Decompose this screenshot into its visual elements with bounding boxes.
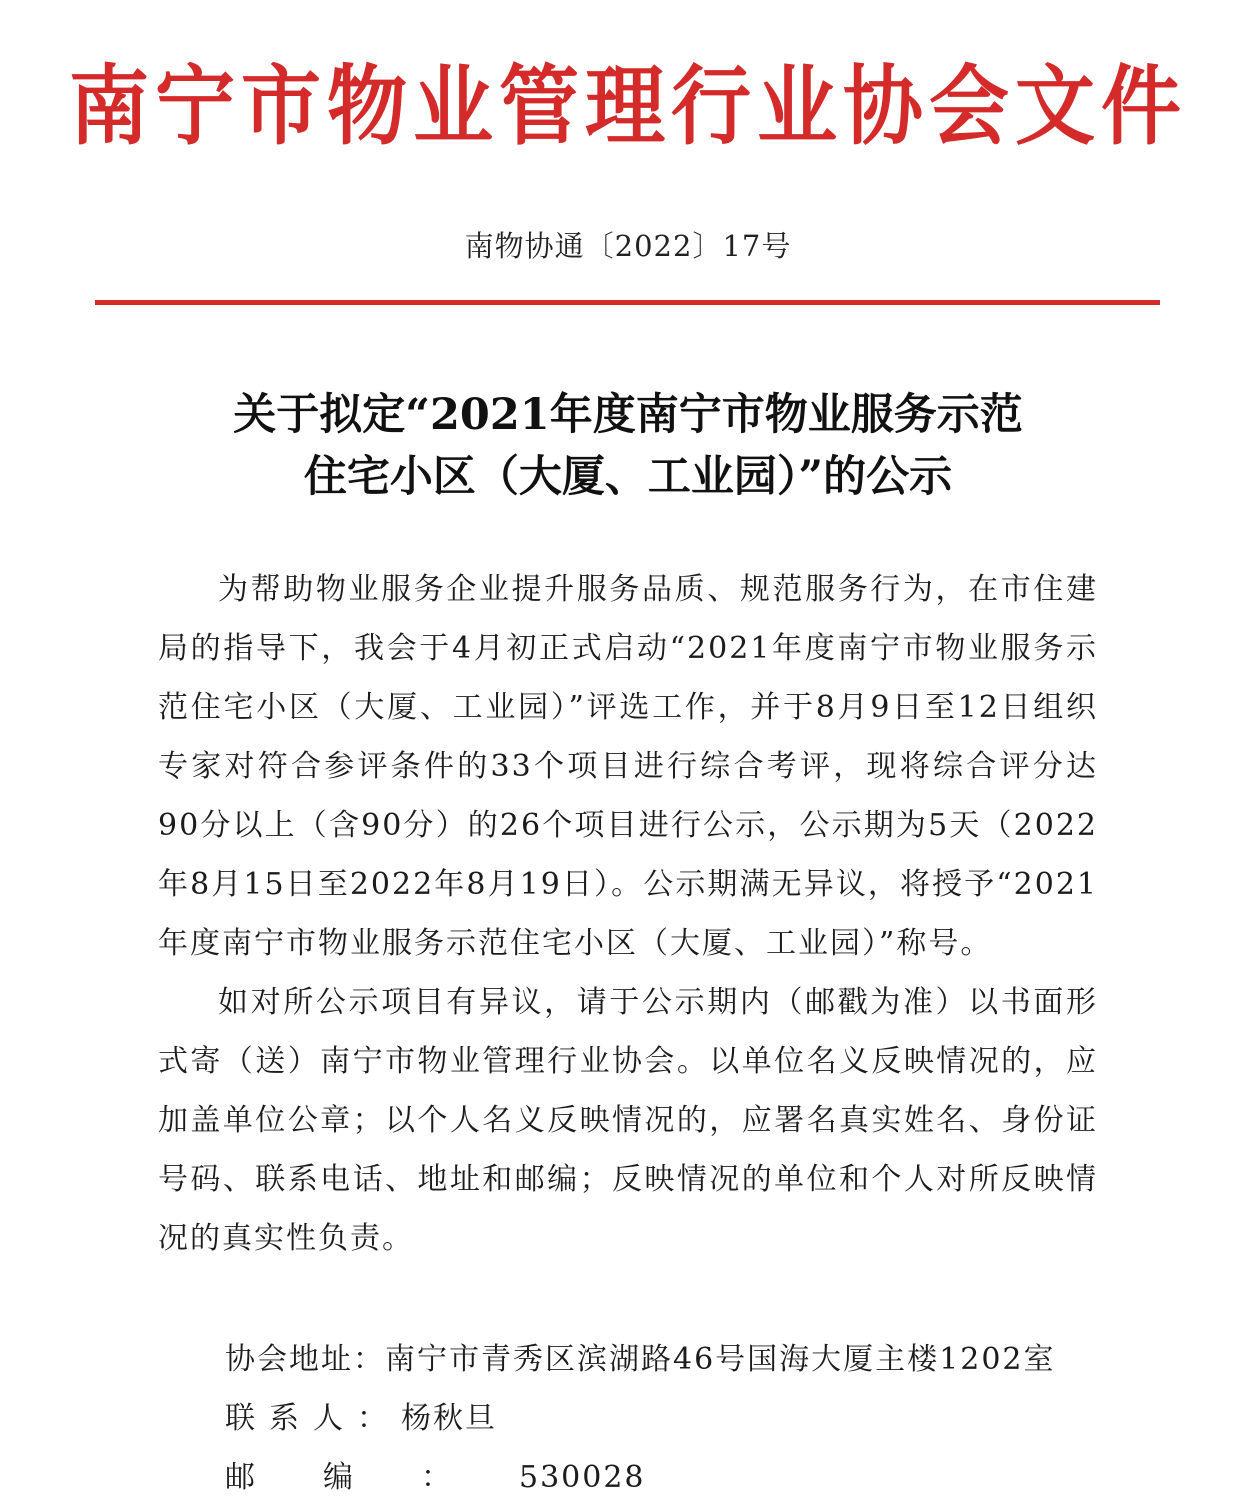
- contact-postcode-row: [225, 1448, 1125, 1507]
- address-label: 协会地址：: [225, 1342, 385, 1377]
- contact-person-value: 杨秋旦: [401, 1401, 497, 1436]
- contact-info: [225, 1330, 1125, 1507]
- contact-address-row: [225, 1330, 1125, 1389]
- body-paragraph-1: 为帮助物业服务企业提升服务品质、规范服务行为，在市住建局的指导下，我会于4月初正式启动“2021年度南宁市物业服务示范住宅小区（大厦、工业园）”评选工作，并于8月9日至12日组织专家对符合参评条件的33个项目进行综合考评，现将综合评分达90分以上（含90分）的26个项目进行公示，公示期为5天（2022年8月15日至2022年8月19日）。公示期满无异议，将授予“2021年度南宁市物业服务示范住宅小区（大厦、工业园）”称号。: [158, 572, 1098, 961]
- red-divider-line: [95, 300, 1160, 305]
- notice-title-line-1: 关于拟定“2021年度南宁市物业服务示范: [233, 390, 1023, 440]
- notice-title-line-2: 住宅小区（大厦、工业园）”的公示: [303, 452, 953, 502]
- document-masthead: 南宁市物业管理行业协会文件: [69, 55, 1187, 157]
- postcode-label: 邮编：: [225, 1460, 519, 1495]
- notice-body: [158, 560, 1098, 1268]
- contact-person-row: [225, 1389, 1125, 1448]
- contact-person-label: 联系人：: [225, 1401, 401, 1436]
- postcode-value: 530028: [519, 1460, 646, 1495]
- notice-title: [120, 384, 1136, 508]
- document-number: 南物协通〔2022〕17号: [464, 229, 792, 263]
- body-paragraph-2: 如对所公示项目有异议，请于公示期内（邮戳为准）以书面形式寄（送）南宁市物业管理行业协会。以单位名义反映情况的，应加盖单位公章；以个人名义反映情况的，应署名真实姓名、身份证号码、联系电话、地址和邮编；反映情况的单位和个人对所反映情况的真实性负责。: [158, 985, 1098, 1256]
- address-value: 南宁市青秀区滨湖路46号国海大厦主楼1202室: [385, 1342, 1056, 1377]
